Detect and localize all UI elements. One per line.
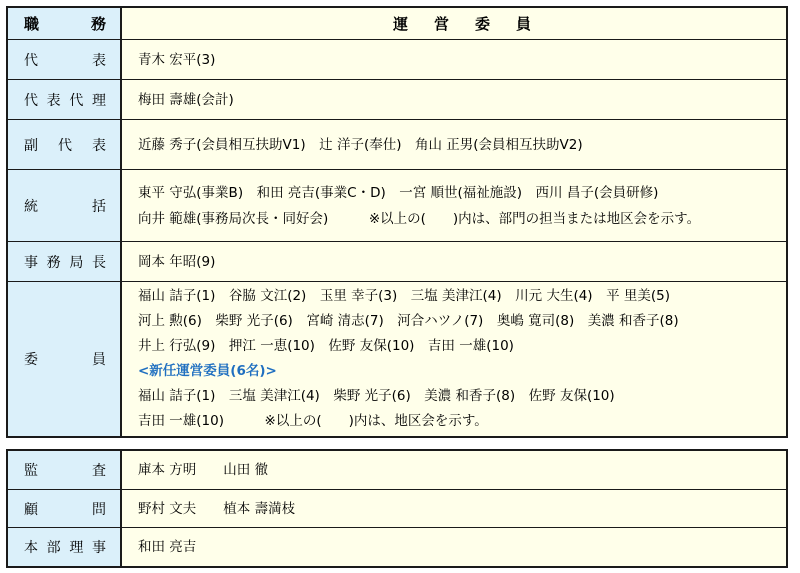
role-char: 委 <box>24 352 38 368</box>
new-members-heading: <新任運営委員(6名)> <box>138 363 277 379</box>
role-char: 本 <box>24 540 38 556</box>
members-cell <box>122 528 786 566</box>
role-char: 長 <box>91 254 106 271</box>
role-char: 事 <box>91 540 106 556</box>
members-cell <box>122 80 786 119</box>
role-cell <box>8 490 122 527</box>
role-char: 代 <box>24 92 38 109</box>
members-line: 庫本 方明 山田 徹 <box>138 462 269 478</box>
role-char: 監 <box>24 463 38 479</box>
role-char: 局 <box>69 254 84 271</box>
role-cell <box>8 170 122 241</box>
role-char: 統 <box>24 198 38 215</box>
members-cell <box>122 40 786 79</box>
role-cell <box>8 120 122 169</box>
members-line: 野村 文夫 植本 壽満枝 <box>138 500 296 517</box>
role-char: 査 <box>92 463 106 479</box>
role-cell <box>8 282 122 436</box>
members-line: 福山 詰子(1) 谷脇 文江(2) 玉里 幸子(3) 三塩 美津江(4) 川元 大生(4) 平 里美(5) <box>138 288 670 304</box>
role-char: 副 <box>24 137 38 154</box>
members-line: 福山 詰子(1) 三塩 美津江(4) 柴野 光子(6) 美濃 和香子(8) 佐野 友保(10) <box>138 388 615 404</box>
role-char: 表 <box>92 52 106 69</box>
members-cell <box>122 242 786 281</box>
row-committee-members <box>8 282 786 436</box>
role-cell <box>8 80 122 119</box>
members-cell <box>122 490 786 527</box>
header-role-cell <box>8 8 122 39</box>
header-members-cell <box>122 8 786 39</box>
role-char: 理 <box>69 540 84 556</box>
row-advisor <box>8 490 786 528</box>
role-char: 表 <box>46 92 61 109</box>
header-role-char: 務 <box>90 15 106 33</box>
role-char: 事 <box>24 254 38 271</box>
role-char: 代 <box>24 52 38 69</box>
row-representative <box>8 40 786 80</box>
row-general-manager <box>8 170 786 242</box>
members-line: 井上 行弘(9) 押江 一恵(10) 佐野 友保(10) 吉田 一雄(10) <box>138 338 514 354</box>
row-headquarters-director <box>8 528 786 566</box>
header-members-text: 運営委員 <box>392 14 557 33</box>
members-line: 河上 勲(6) 柴野 光子(6) 宮崎 清志(7) 河合ハツノ(7) 奥嶋 寛司(8) 美濃 和香子(8) <box>138 313 679 329</box>
officers-table <box>6 6 788 438</box>
role-cell <box>8 242 122 281</box>
auditors-table <box>6 449 788 568</box>
members-line: 岡本 年昭(9) <box>138 253 216 270</box>
role-char: 顧 <box>24 501 38 518</box>
role-char: 問 <box>92 501 106 518</box>
members-line: 和田 亮吉 <box>138 539 197 555</box>
role-char: 括 <box>92 198 106 215</box>
role-cell <box>8 451 122 489</box>
header-role-char: 職 <box>24 15 40 33</box>
role-cell <box>8 528 122 566</box>
role-char: 代 <box>58 137 72 154</box>
role-char: 部 <box>46 540 61 556</box>
role-char: 代 <box>69 92 84 109</box>
row-secretary-general <box>8 242 786 282</box>
role-char: 表 <box>92 137 106 154</box>
members-cell <box>122 120 786 169</box>
role-char: 員 <box>92 352 106 368</box>
members-cell <box>122 451 786 489</box>
members-cell <box>122 282 786 436</box>
members-line: 吉田 一雄(10) ※以上の( )内は、地区会を示す。 <box>138 413 488 429</box>
members-line: 梅田 壽雄(会計) <box>138 91 234 108</box>
row-acting-representative <box>8 80 786 120</box>
members-line: 東平 守弘(事業B) 和田 亮吉(事業C・D) 一宮 順世(福祉施設) 西川 昌子(会員研修) <box>138 184 659 201</box>
header-row <box>8 8 786 40</box>
role-char: 務 <box>46 254 61 271</box>
members-line: 近藤 秀子(会員相互扶助V1) 辻 洋子(奉仕) 角山 正男(会員相互扶助V2) <box>138 136 583 153</box>
members-cell <box>122 170 786 241</box>
members-line: 青木 宏平(3) <box>138 51 216 68</box>
role-char: 理 <box>91 92 106 109</box>
row-vice-representative <box>8 120 786 170</box>
members-line: 向井 範雄(事務局次長・同好会) ※以上の( )内は、部門の担当または地区会を示す。 <box>138 210 701 227</box>
row-auditor <box>8 451 786 490</box>
role-cell <box>8 40 122 79</box>
